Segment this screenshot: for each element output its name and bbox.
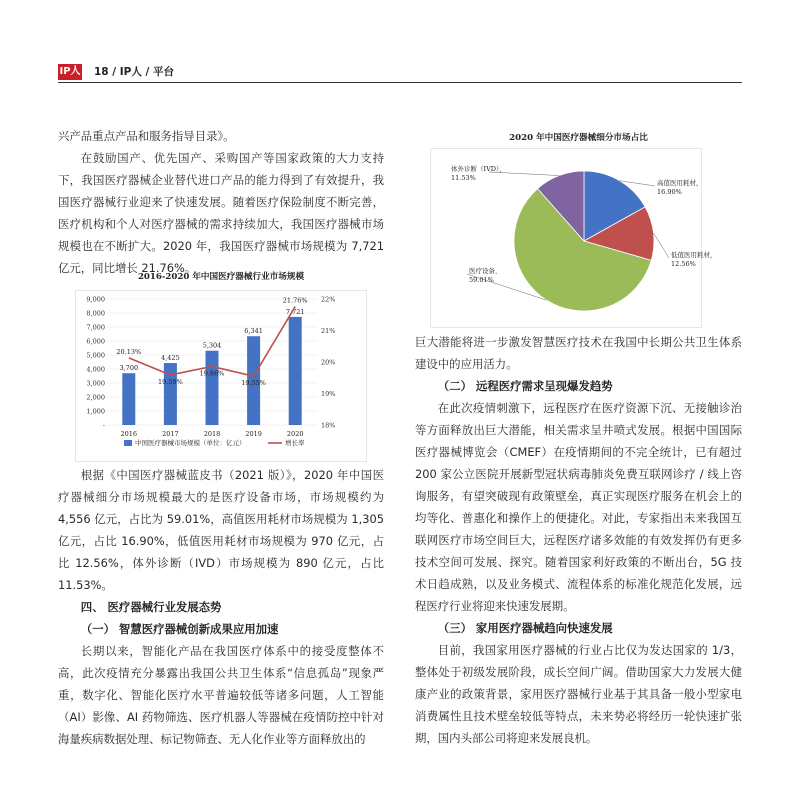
bar-value-label: 7,721: [285, 307, 305, 316]
bar: [206, 351, 219, 425]
slice-value-label: 16.90%: [657, 188, 682, 196]
subsection-heading: （一） 智慧医疗器械创新成果应用加速: [80, 622, 279, 636]
bar-chart: [76, 291, 366, 461]
pie-chart: [431, 149, 717, 327]
y2-tick-label: 18%: [321, 421, 336, 430]
bar-chart-title: 2016-2020 年中国医疗器械行业市场规模: [137, 272, 305, 282]
bar-value-label: 5,304: [202, 341, 222, 350]
subsection-heading: （二） 远程医疗需求呈现爆发趋势: [437, 379, 613, 393]
y2-tick-label: 19%: [321, 390, 336, 398]
rate-value-label: 20.13%: [116, 347, 142, 356]
y-tick-label: 5,000: [86, 351, 105, 360]
x-tick-label: 2017: [162, 430, 179, 438]
x-tick-label: 2016: [120, 430, 138, 438]
bar-value-label: 6,341: [244, 327, 263, 336]
section-heading: 四、 医疗器械行业发展态势: [80, 600, 222, 614]
paragraph: 兴产品重点产品和服务指导目录》。: [58, 129, 235, 143]
y-tick-label: 7,000: [86, 323, 105, 332]
y-tick-label: 3,000: [86, 379, 105, 388]
y2-tick-label: 20%: [321, 358, 336, 367]
y-tick-label: 4,000: [86, 365, 105, 374]
y-tick-label: 1,000: [86, 407, 105, 416]
y2-tick-label: 22%: [321, 295, 336, 304]
pie-chart-title: 2020 年中国医疗器械细分市场占比: [509, 133, 648, 143]
rate-value-label: 19.55%: [241, 379, 266, 388]
running-head: 18 / IP人 / 平台: [94, 66, 175, 78]
slice-name-label: 体外诊断（IVD），: [451, 165, 506, 173]
legend-label: 增长率: [285, 439, 305, 447]
y-tick-label: 9,000: [86, 295, 105, 304]
rate-value-label: 19.59%: [158, 377, 183, 386]
x-tick-label: 2018: [203, 430, 221, 438]
bar-chart-figure: [75, 290, 367, 462]
bar: [289, 317, 302, 425]
x-tick-label: 2019: [245, 430, 262, 438]
pie-chart-figure: [430, 148, 717, 328]
slice-name-label: 低值医用耗材，: [671, 251, 717, 259]
page-header: [58, 64, 742, 80]
paragraph: 目前，我国家用医疗器械的行业占比仅为发达国家的 1/3，整体处于初级发展阶段，成长空间广阔。借助国家大力发展大健康产业的政策背景，家用医疗器械行业基于其具备一般小型家电消费属性且技术壁垒较低等特点，未来势必将经历一轮快速扩张期，国内头部公司将迎来发展良机。: [415, 643, 742, 745]
y-tick-label: -: [102, 421, 105, 430]
slice-value-label: 12.56%: [671, 260, 696, 268]
y2-tick-label: 21%: [321, 327, 336, 335]
subsection-heading: （三） 家用医疗器械趋向快速发展: [437, 621, 613, 635]
y-tick-label: 2,000: [86, 393, 105, 402]
paragraph: 长期以来，智能化产品在我国医疗体系中的接受度整体不高，此次疫情充分暴露出我国公共卫生体系“信息孤岛”现象严重，数字化、智能化医疗水平普遍较低等诸多问题，人工智能（AI）影像、AI 药物筛选、医疗机器人等器械在疫情防控中针对海量疾病数据处理、标记物筛查、无人化作业等方面释放出的: [58, 644, 384, 746]
section-tag: IP人: [58, 64, 82, 80]
rate-value-label: 21.76%: [282, 296, 308, 305]
slice-value-label: 59.01%: [469, 276, 494, 284]
rate-value-label: 19.86%: [199, 369, 225, 378]
x-tick-label: 2020: [286, 430, 304, 438]
bar: [122, 373, 135, 425]
slice-name-label: 医疗设备，: [469, 267, 502, 275]
bar-value-label: 4,425: [161, 354, 180, 363]
paragraph: 在此次疫情刺激下，远程医疗在医疗资源下沉、无接触诊治等方面释放出巨大潜能，相关需求呈井喷式发展。根据中国国际医疗器械博览会（CMEF）在疫情期间的不完全统计，已有超过 200 家公立医院开展新型冠状病毒肺炎免费互联网诊疗 / 线上咨询服务，有望突破现有政策壁垒，真正实现医疗服务在机会上的均等化、普惠化和操作上的便捷化。对此，专家指出未来我国互联网医疗市场空间巨大，远程医疗诸多效能的有效发挥仍有更多技术空间可发展、探究。随着国家利好政策的不断出台，5G 技术日趋成熟，以及业务模式、流程体系的标准化规范化发展，远程医疗行业将迎来快速发展期。: [415, 401, 742, 613]
paragraph: 巨大潜能将进一步激发智慧医疗技术在我国中长期公共卫生体系建设中的应用活力。: [415, 335, 742, 371]
bar-value-label: 3,700: [119, 364, 139, 373]
slice-name-label: 高值医用耗材，: [657, 179, 703, 187]
legend-label: 中国医疗器械市场规模（单位：亿元）: [135, 439, 246, 447]
left-column-lower: [58, 464, 384, 750]
right-column: [415, 331, 742, 749]
left-column: [58, 125, 384, 279]
paragraph: 根据《中国医疗器械蓝皮书（2021 版）》，2020 年中国医疗器械细分市场规模最大的是医疗设备市场，市场规模约为 4,556 亿元，占比为 59.01%，高值医用耗材市场规模为 1,305 亿元，占比 16.90%，低值医用耗材市场规模为 970 亿元，占比 12.56%，体外诊断（IVD）市场规模为 890 亿元，占比 11.53%。: [58, 468, 384, 592]
y-tick-label: 6,000: [86, 337, 105, 346]
header-rule: [58, 82, 742, 83]
paragraph: 在鼓励国产、优先国产、采购国产等国家政策的大力支持下，我国医疗器械企业替代进口产品的能力得到了有效提升，我国医疗器械行业迎来了快速发展。随着医疗保险制度不断完善，医疗机构和个人对医疗器械的需求持续加大，我国医疗器械市场规模也在不断扩大。2020 年，我国医疗器械市场规模为 7,721 亿元，同比增长 21.76%。: [58, 151, 384, 275]
slice-value-label: 11.53%: [451, 174, 476, 182]
legend-swatch-bars: [124, 440, 132, 446]
leader-line: [654, 233, 669, 258]
y-tick-label: 8,000: [86, 309, 105, 318]
